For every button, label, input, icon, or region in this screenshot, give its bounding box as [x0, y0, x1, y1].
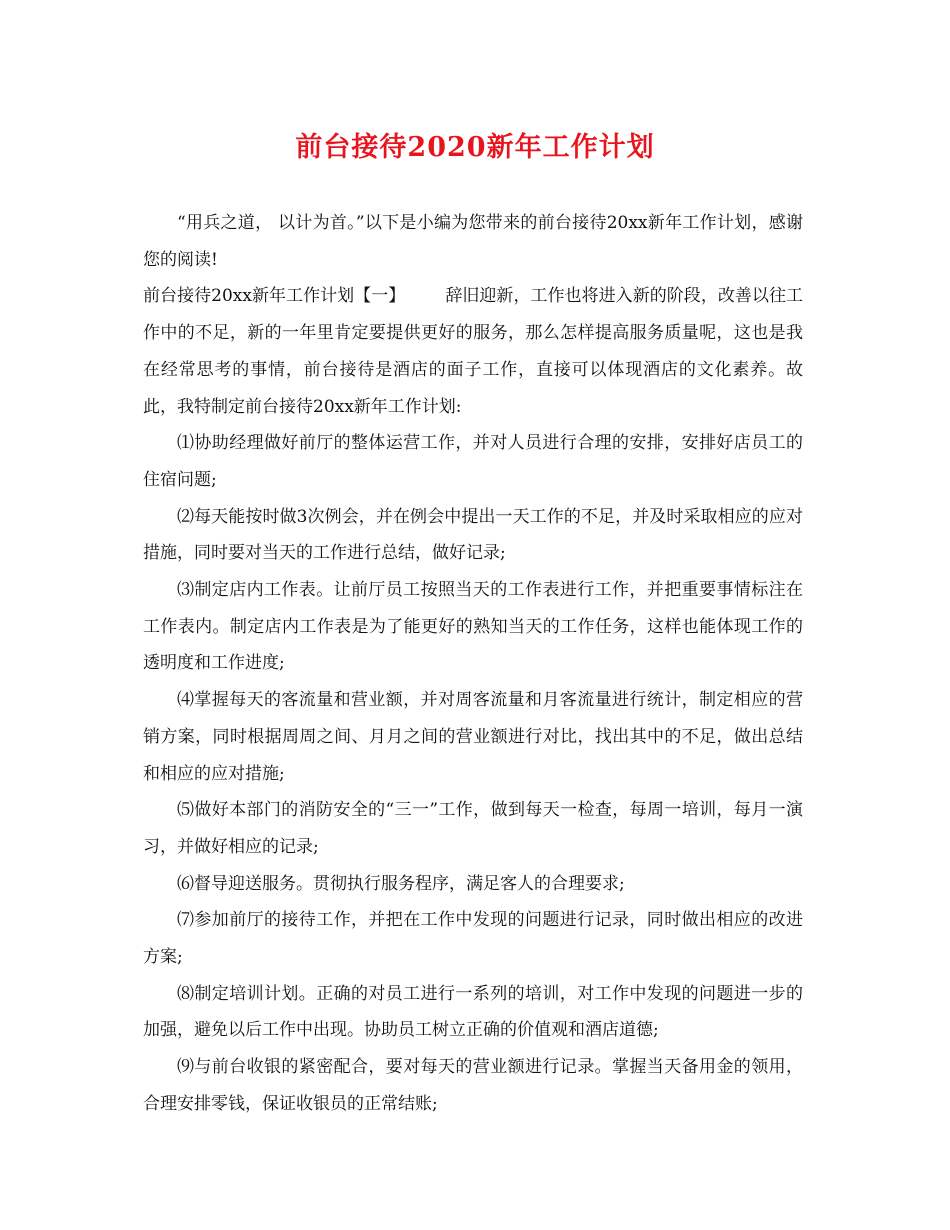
plan-item-4: ⑷掌握每天的客流量和营业额，并对周客流量和月客流量进行统计，制定相应的营销方案，同时根据周周之间、月月之间的营业额进行对比，找出其中的不足，做出总结和相应的应对措施; — [143, 690, 803, 784]
document-body — [143, 205, 803, 1123]
plan-item-8: ⑻制定培训计划。正确的对员工进行一系列的培训，对工作中发现的问题进一步的加强，避免以后工作中出现。协助员工树立正确的价值观和酒店道德; — [143, 983, 803, 1041]
section-intro: 辞旧迎新，工作也将进入新的阶段，改善以往工作中的不足，新的一年里肯定要提供更好的服务，那么怎样提高服务质量呢，这也是我在经常思考的事情，前台接待是酒店的面子工作，直接可以体现酒店的文化素养。故此，我特制定前台接待20xx新年工作计划: — [143, 286, 803, 417]
document-title: 前台接待2020新年工作计划 — [295, 132, 655, 163]
section-heading: 前台接待20xx新年工作计划【一】 — [143, 286, 406, 307]
plan-item-9: ⑼与前台收银的紧密配合，要对每天的营业额进行记录。掌握当天备用金的领用，合理安排零钱，保证收银员的正常结账; — [143, 1057, 803, 1114]
plan-item-6: ⑹督导迎送服务。贯彻执行服务程序，满足客人的合理要求; — [177, 873, 625, 894]
plan-item-2: ⑵每天能按时做3次例会，并在例会中提出一天工作的不足，并及时采取相应的应对措施，同时要对当天的工作进行总结，做好记录; — [143, 506, 803, 564]
plan-item-3: ⑶制定店内工作表。让前厅员工按照当天的工作表进行工作，并把重要事情标注在工作表内。制定店内工作表是为了能更好的熟知当天的工作任务，这样也能体现工作的透明度和工作进度; — [143, 580, 803, 674]
plan-item-7: ⑺参加前厅的接待工作，并把在工作中发现的问题进行记录，同时做出相应的改进方案; — [143, 910, 803, 968]
plan-item-5: ⑸做好本部门的消防安全的“三一”工作，做到每天一检查，每周一培训，每月一演习，并做好相应的记录; — [143, 800, 803, 857]
section-paragraph — [143, 278, 803, 425]
plan-item-1: ⑴协助经理做好前厅的整体运营工作，并对人员进行合理的安排，安排好店员工的住宿问题; — [143, 433, 803, 490]
intro-paragraph: “用兵之道， 以计为首。”以下是小编为您带来的前台接待20xx新年工作计划，感谢您的阅读! — [143, 213, 803, 270]
